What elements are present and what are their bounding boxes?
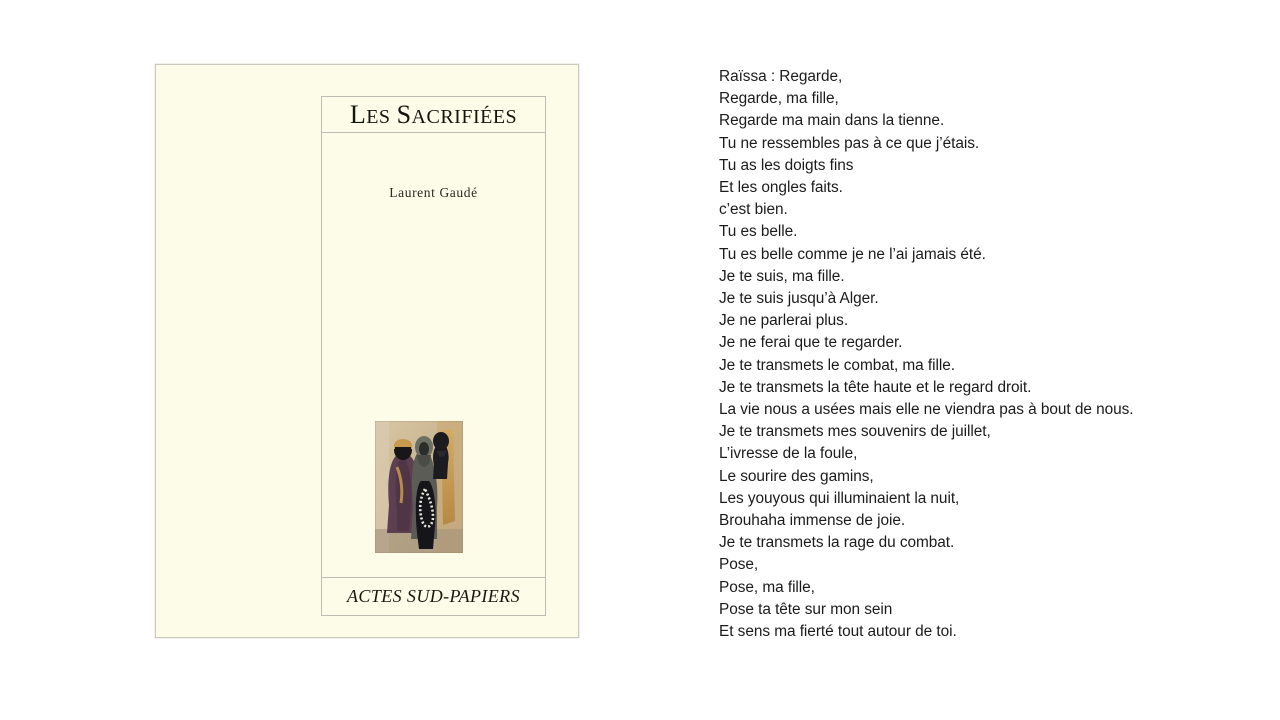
monologue-line: Le sourire des gamins,	[719, 467, 874, 485]
monologue-line: Je te suis jusqu’à Alger.	[719, 290, 879, 308]
monologue-line: Et sens ma fierté tout autour de toi.	[719, 623, 957, 641]
cover-author-area	[322, 133, 545, 207]
cover-publisher-band	[322, 577, 545, 615]
monologue-line: La vie nous a usées mais elle ne viendra pas à bout de nous.	[719, 401, 1134, 419]
monologue-line: c’est bien.	[719, 201, 788, 219]
monologue-line: Je te transmets la rage du combat.	[719, 534, 955, 552]
monologue-line: Regarde ma main dans la tienne.	[719, 112, 945, 130]
monologue-line: Pose, ma fille,	[719, 578, 815, 596]
monologue-line: Tu es belle.	[719, 223, 798, 241]
monologue-text-block	[719, 66, 1264, 643]
monologue-line: Pose ta tête sur mon sein	[719, 600, 893, 618]
monologue-line: Tu ne ressembles pas à ce que j’étais.	[719, 134, 980, 152]
monologue-line: Regarde, ma fille,	[719, 90, 839, 108]
book-cover-image	[155, 64, 579, 638]
cover-publisher: ACTES SUD-PAPIERS	[347, 586, 520, 606]
monologue-line: Je ne ferai que te regarder.	[719, 334, 903, 352]
cover-inner-frame	[321, 96, 546, 616]
monologue-line: Et les ongles faits.	[719, 179, 843, 197]
monologue-line: Raïssa : Regarde,	[719, 68, 843, 85]
monologue-line: Je te transmets le combat, ma fille.	[719, 356, 955, 374]
monologue-line: Les youyous qui illuminaient la nuit,	[719, 489, 960, 507]
cover-author: Laurent Gaudé	[389, 185, 478, 200]
monologue-line: Je te suis, ma fille.	[719, 267, 845, 285]
monologue-line: Je te transmets la tête haute et le regard droit.	[719, 378, 1032, 396]
cover-artwork-illustration	[375, 421, 463, 553]
cover-title: LES SACRIFIÉES	[349, 99, 518, 129]
monologue-line: Tu es belle comme je ne l’ai jamais été.	[719, 245, 986, 263]
monologue-line: Je te transmets mes souvenirs de juillet,	[719, 423, 991, 441]
monologue-line: Brouhaha immense de joie.	[719, 512, 906, 530]
monologue-line: Je ne parlerai plus.	[719, 312, 849, 330]
cover-artwork	[375, 421, 463, 553]
monologue-line: L’ivresse de la foule,	[719, 445, 858, 463]
monologue-line: Pose,	[719, 556, 759, 574]
monologue-line: Tu as les doigts fins	[719, 156, 854, 174]
cover-title-band	[322, 97, 545, 133]
